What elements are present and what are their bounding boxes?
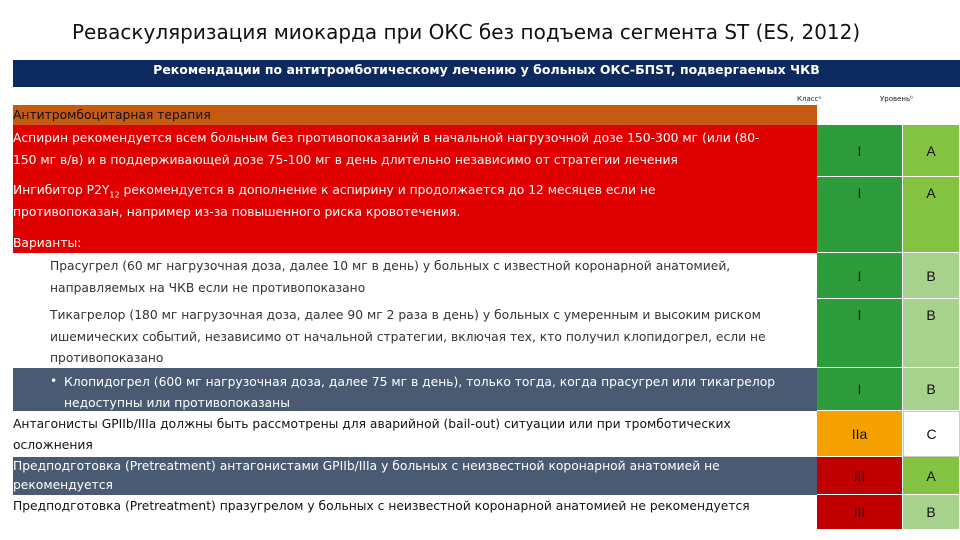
grade-level-ticagrelor: B [903,299,960,368]
p2y-prefix: Ингибитор P2Y [13,183,110,197]
pretreat-gp-line-2: рекомендуется [13,478,113,492]
grade-class-p2y: I [817,177,903,253]
p2y-suffix: рекомендуется в дополнение к аспирину и продолжается до 12 месяцев если не [119,183,656,197]
grade-class-pretreat-prasugrel: III [817,495,903,530]
aspirin-line-1: Аспирин рекомендуется всем больным без противопоказаний в начальной нагрузочной дозе 150-300 мг (или (80- [13,131,760,145]
grade-level-gp: C [903,411,960,457]
grade-class-aspirin: I [817,125,903,177]
ticagrelor-line-1: Тикагрелор (180 мг нагрузочная доза, далее 90 мг 2 раза в день) у больных с умеренным и высоким риском [50,308,761,322]
prasugrel-line-1: Прасугрел (60 мг нагрузочная доза, далее 10 мг в день) у больных с известной коронарной анатомией, [50,259,731,273]
grade-class-clopidogrel: I [817,368,903,411]
gp-line-1: Антагонисты GPIIb/IIIa должны быть рассмотрены для аварийной (bail-out) ситуации или при тромботических [13,417,731,431]
clopidogrel-line-2: недоступны или противопоказаны [64,396,290,410]
grade-level-clopidogrel: B [903,368,960,411]
prasugrel-line-2: направляемых на ЧКВ если не противопоказано [50,281,366,295]
grade-class-ticagrelor: I [817,299,903,368]
grade-level-prasugrel: B [903,253,960,299]
aspirin-line-2: 150 мг в/в) и в поддерживающей дозе 75-100 мг в день длительно независимо от стратегии лечения [13,153,678,167]
ticagrelor-line-2: ишемических событий, независимо от начальной стратегии, включая тех, кто получил клопидогрел, если не [50,330,766,344]
class-header: Классᵃ [797,95,822,103]
grade-level-aspirin: A [903,125,960,177]
variants-label: Варианты: [13,236,82,250]
level-header: Уровеньᵇ [880,95,914,103]
pretreat-gp-line-1: Предподготовка (Pretreatment) антагонистами GPIIb/IIIa у больных с неизвестной коронарной анатомией не [13,459,720,473]
grade-level-pretreat-gp: A [903,457,960,495]
table-banner: Рекомендации по антитромботическому лечению у больных ОКС-БПST, подвергаемых ЧКВ [13,60,960,87]
slide-title: Реваскуляризация миокарда при ОКС без подъема сегмента ST (ES, 2012) [72,20,861,44]
grade-level-pretreat-prasugrel: B [903,495,960,530]
grade-level-p2y: A [903,177,960,253]
ticagrelor-line-3: противопоказано [50,351,164,365]
grade-class-prasugrel: I [817,253,903,299]
gp-line-2: осложнения [13,438,93,452]
section-heading: Антитромбоцитарная терапия [13,108,211,122]
clopidogrel-bullet-icon: • [50,374,58,388]
grade-class-pretreat-gp: III [817,457,903,495]
pretreat-prasugrel-line: Предподготовка (Pretreatment) празугрелом у больных с неизвестной коронарной анатомией не рекомендуется [13,499,750,513]
p2y-line-2: противопоказан, например из-за повышенного риска кровотечения. [13,205,461,219]
clopidogrel-line-1: Клопидогрел (600 мг нагрузочная доза, далее 75 мг в день), только тогда, когда прасугрел или тикагрелор [64,375,776,389]
grade-class-gp: IIa [817,411,903,457]
p2y-subscript: 12 [109,190,120,200]
